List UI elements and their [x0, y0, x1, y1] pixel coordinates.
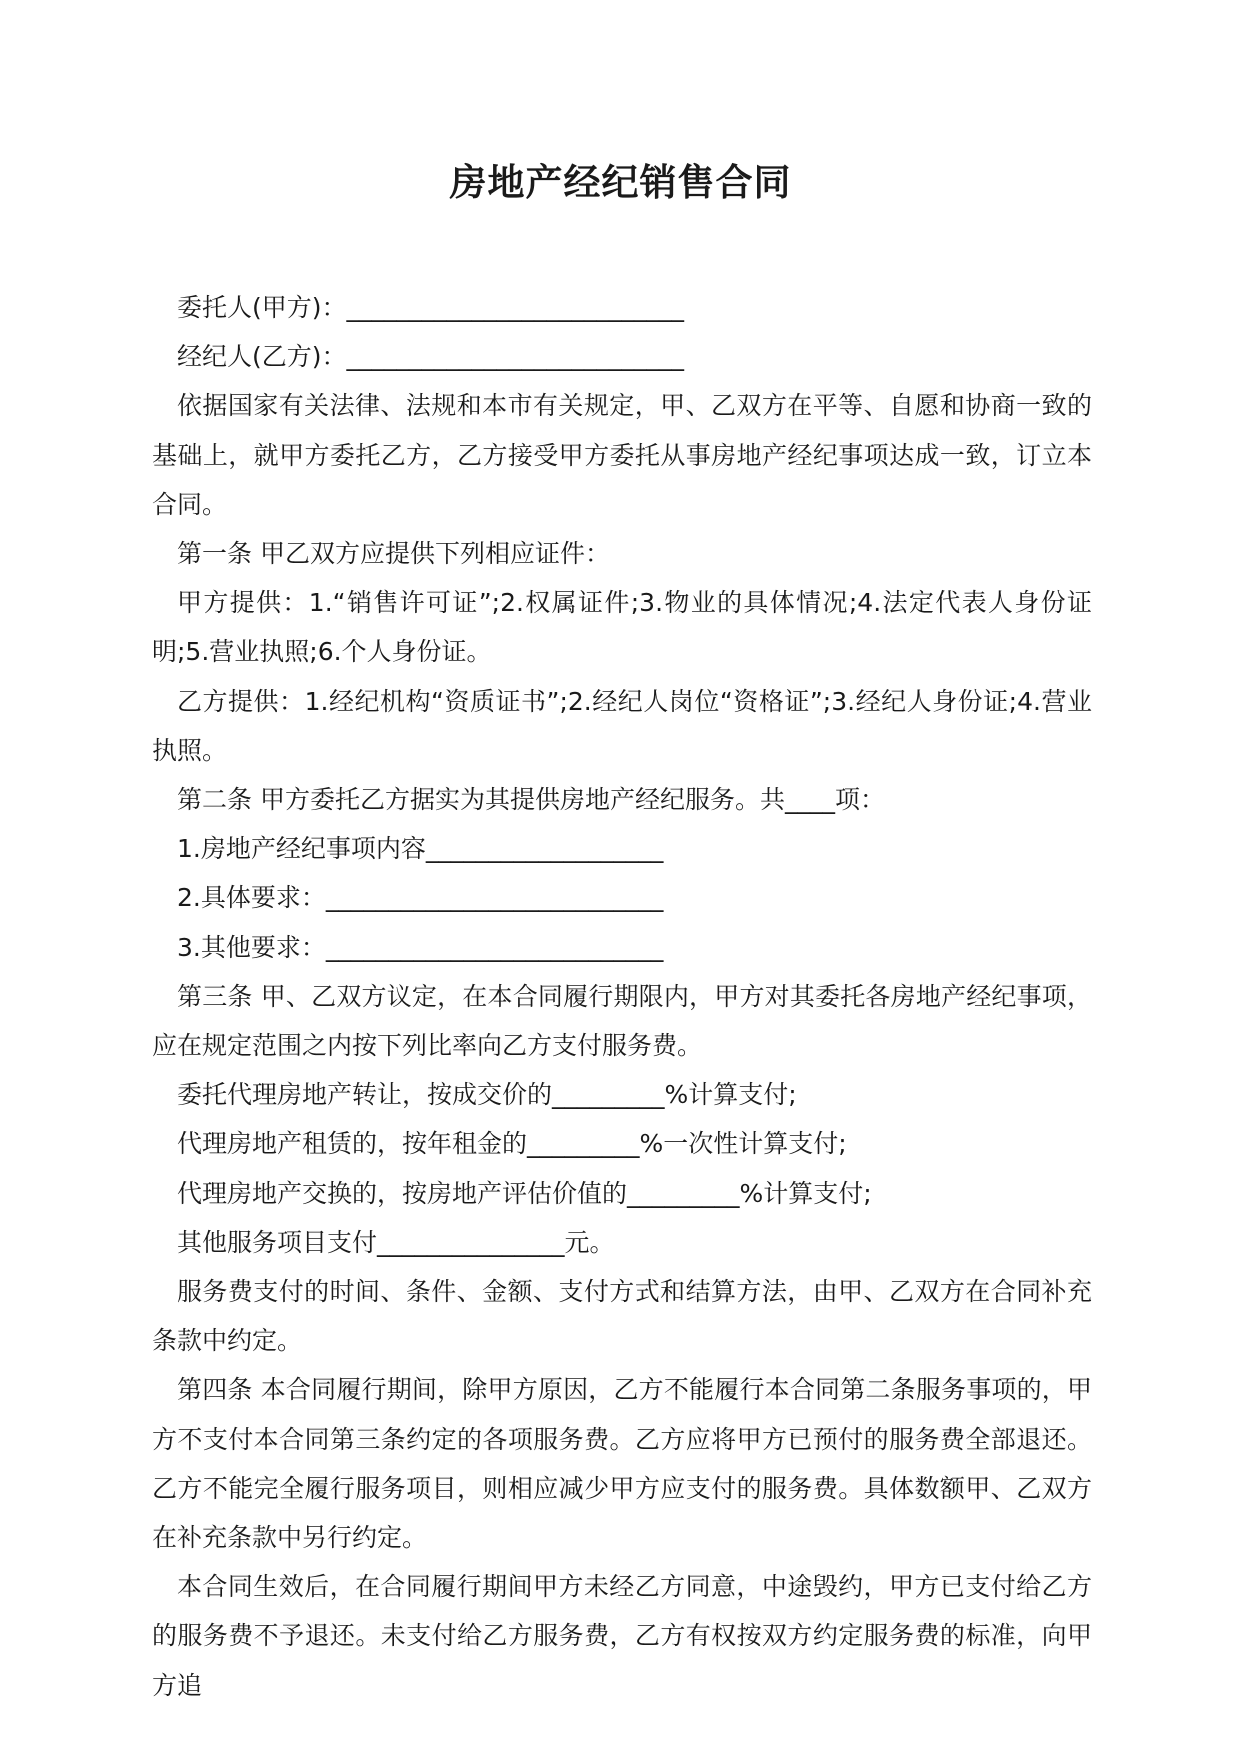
- fee-lease-line: 代理房地产租赁的，按年租金的_________%一次性计算支付;: [177, 1129, 847, 1159]
- document-body: [152, 283, 1092, 1710]
- article-1-heading: 第一条 甲乙双方应提供下列相应证件：: [177, 539, 610, 569]
- article-3-paragraph: 第三条 甲、乙双方议定，在本合同履行期限内，甲方对其委托各房地产经纪事项，应在规定范围之内按下列比率向乙方支付服务费。: [152, 981, 1092, 1061]
- fee-other-line: 其他服务项目支付_______________元。: [177, 1227, 615, 1257]
- fee-payment-terms: 服务费支付的时间、条件、金额、支付方式和结算方法，由甲、乙双方在合同补充条款中约定。: [152, 1277, 1092, 1356]
- party-b-documents: 乙方提供：1.经纪机构“资质证书”;2.经纪人岗位“资格证”;3.经纪人身份证;4.营业执照。: [152, 686, 1092, 765]
- preamble-paragraph: 依据国家有关法律、法规和本市有关规定，甲、乙双方在平等、自愿和协商一致的基础上，就甲方委托乙方，乙方接受甲方委托从事房地产经纪事项达成一致，订立本合同。: [152, 391, 1092, 519]
- party-b-line: 经纪人(乙方)：___________________________: [177, 342, 685, 372]
- service-item-3: 3.其他要求：___________________________: [177, 932, 664, 962]
- service-item-1: 1.房地产经纪事项内容___________________: [177, 834, 664, 864]
- article-2-heading: 第二条 甲方委托乙方据实为其提供房地产经纪服务。共____项：: [177, 785, 885, 815]
- breach-paragraph: 本合同生效后，在合同履行期间甲方未经乙方同意，中途毁约，甲方已支付给乙方的服务费不予退还。未支付给乙方服务费，乙方有权按双方约定服务费的标准，向甲方追: [152, 1572, 1092, 1700]
- article-4-paragraph: 第四条 本合同履行期间，除甲方原因，乙方不能履行本合同第二条服务事项的，甲方不支付本合同第三条约定的各项服务费。乙方应将甲方已预付的服务费全部退还。乙方不能完全履行服务项目，则相应减少甲方应支付的服务费。具体数额甲、乙双方在补充条款中另行约定。: [152, 1375, 1092, 1553]
- document-title: 房地产经纪销售合同: [449, 161, 792, 204]
- fee-transfer-line: 委托代理房地产转让，按成交价的_________%计算支付;: [177, 1080, 797, 1110]
- fee-exchange-line: 代理房地产交换的，按房地产评估价值的_________%计算支付;: [177, 1178, 872, 1208]
- party-a-documents: 甲方提供：1.“销售许可证”;2.权属证件;3.物业的具体情况;4.法定代表人身份证明;5.营业执照;6.个人身份证。: [152, 588, 1092, 667]
- service-item-2: 2.具体要求：___________________________: [177, 883, 664, 913]
- party-a-line: 委托人(甲方)：___________________________: [177, 293, 685, 322]
